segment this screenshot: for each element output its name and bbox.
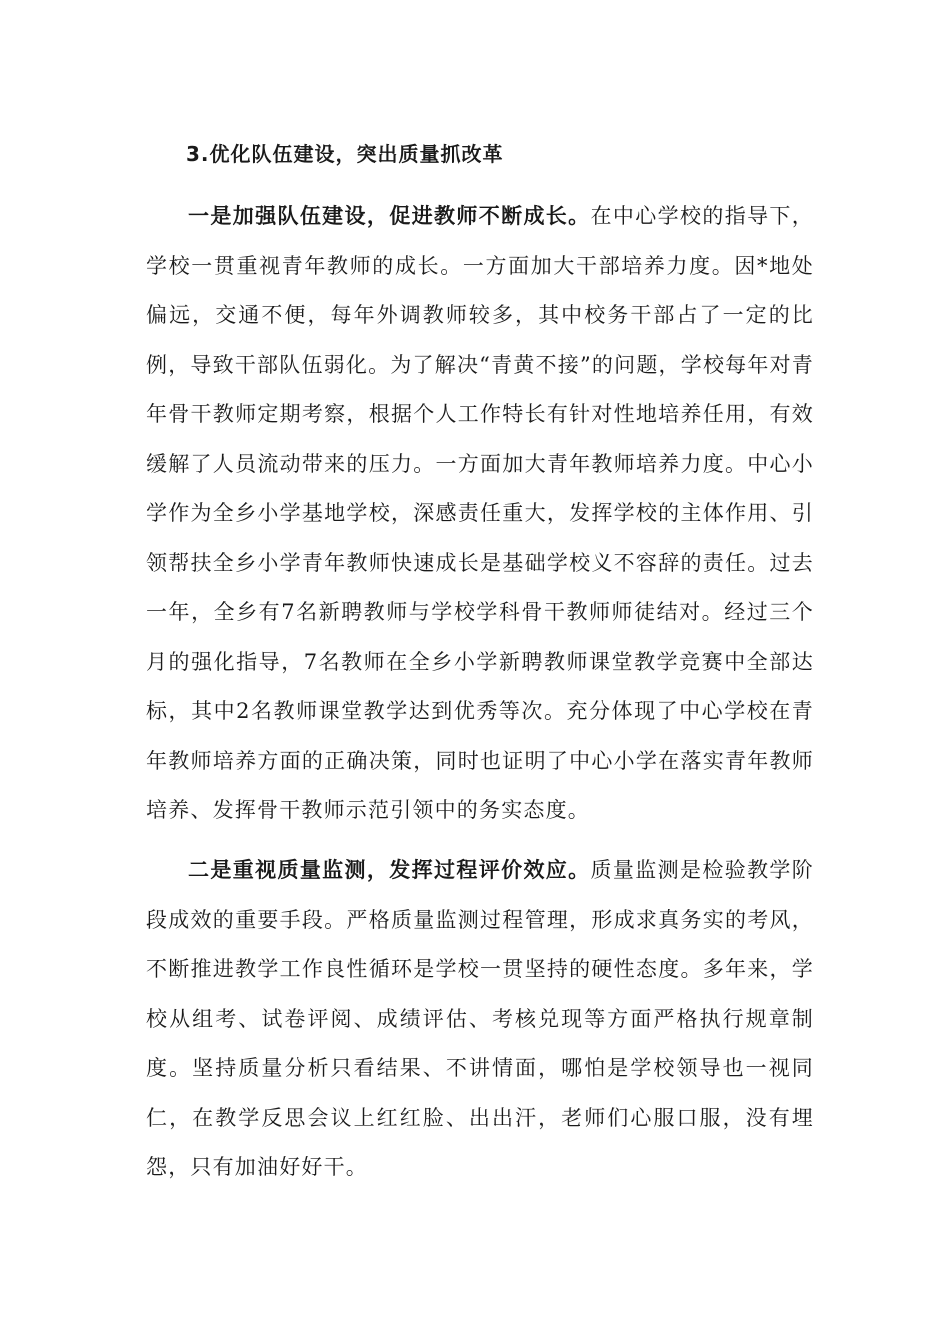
paragraph-body: 在中心学校的指导下，学校一贯重视青年教师的成长。一方面加大干部培养力度。因*地处偏远，交通不便，每年外调教师较多，其中校务干部占了一定的比例，导致干部队伍弱化。为了解决“青黄不接”的问题，学校每年对青年骨干教师定期考察，根据个人工作特长有针对性地培养任用，有效缓解了人员流动带来的压力。一方面加大青年教师培养力度。中心小学作为全乡小学基地学校，深感责任重大，发挥学校的主体作用、引领帮扶全乡小学青年教师快速成长是基础学校义不容辞的责任。过去一年，全乡有7名新聘教师与学校学科骨干教师师徒结对。经过三个月的强化指导，7名教师在全乡小学新聘教师课堂教学竞赛中全部达标，其中2名教师课堂教学达到优秀等次。充分体现了中心学校在青年教师培养方面的正确决策，同时也证明了中心小学在落实青年教师培养、发挥骨干教师示范引领中的务实态度。 [146, 204, 814, 822]
paragraph-quality-monitoring [146, 846, 814, 1193]
paragraph-lead: 一是加强队伍建设，促进教师不断成长。 [188, 204, 591, 228]
section-heading: 3.优化队伍建设，突出质量抓改革 [186, 142, 504, 166]
paragraph-lead: 二是重视质量监测，发挥过程评价效应。 [188, 858, 591, 882]
paragraph-body: 质量监测是检验教学阶段成效的重要手段。严格质量监测过程管理，形成求真务实的考风，不断推进教学工作良性循环是学校一贯坚持的硬性态度。多年来，学校从组考、试卷评阅、成绩评估、考核兑现等方面严格执行规章制度。坚持质量分析只看结果、不讲情面，哪怕是学校领导也一视同仁，在教学反思会议上红红脸、出出汗，老师们心服口服，没有埋怨，只有加油好好干。 [146, 858, 814, 1179]
paragraph-team-building [146, 192, 814, 836]
